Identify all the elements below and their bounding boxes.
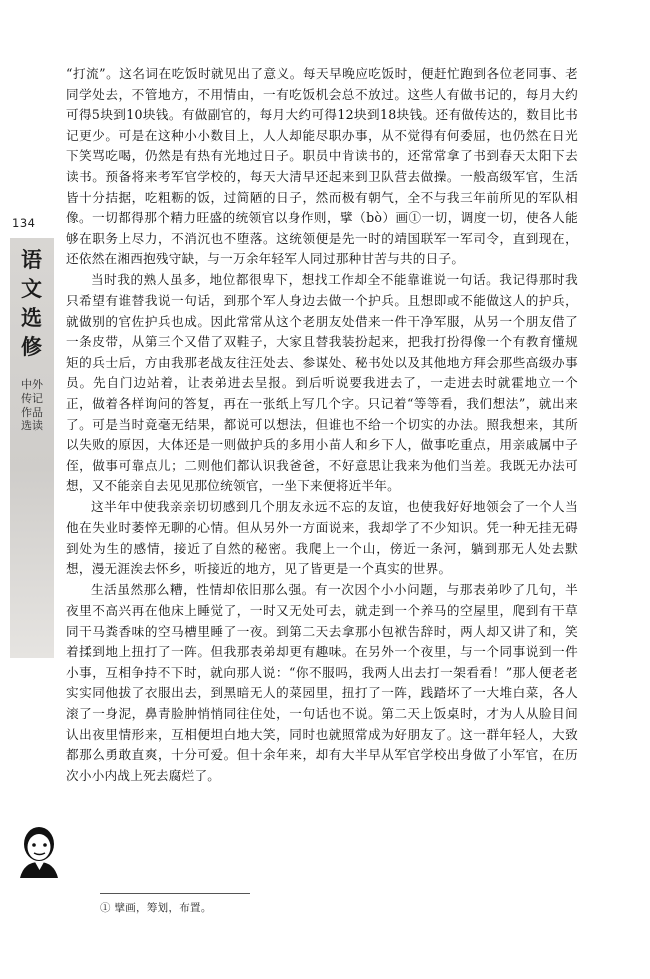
author-portrait-icon xyxy=(12,818,68,880)
paragraph: 当时我的熟人虽多，地位都很卑下，想找工作却全不能靠谁说一句话。我记得那时我只希望有谁替我说一句话，到那个军人身边去做一个护兵。且想即或不能做这人的护兵，就做别的官佐护兵也成。因此常常从这个老朋友处借来一件干净军服，从另一个朋友借了一条皮带，从第三个又借了双鞋子，大家且替我装扮起来，把我打扮得像一个有教育懂规矩的兵士后，方由我那老战友往汪处去、参谋处、秘书处以及其他地方拜会那些高级办事员。先自门边站着，让表弟进去呈报。到后听说要我进去了，一走进去时就霍地立一个正，做着各样询问的答复，再在一张纸上写几个字。只记着“等等看，我们想法”，就出来了。可是当时竟毫无结果，都说可以想法，但谁也不给一个切实的办法。照我想来，其所以失败的原因，大体还是一则做护兵的多用小苗人和乡下人，做事吃重点，用亲戚属中子侄，做事可靠点儿；二则他们都认识我爸爸，不好意思让我来为他们当差。我既无办法可想，又不能亲自去见见那位统领官，一坐下来便将近半年。 xyxy=(66,272,578,494)
footnote xyxy=(100,900,530,916)
page-margin-column xyxy=(0,0,62,979)
page-number: 134 xyxy=(12,216,36,230)
spine-subtitle-line: 中外传记作品选读 xyxy=(21,378,43,433)
paragraph: “打流”。这名词在吃饭时就见出了意义。每天早晚应吃饭时，便赶忙跑到各位老同事、老同学处去，不管地方，不用情由，一有吃饭机会总不放过。这些人有做书记的，每月大约可得5块到10块钱。有做副官的，每月大约可得12块到18块钱。还有做传达的，数目比书记更少。可是在这种小小数目上，人人却能尽职办事，从不觉得有何委屈，也仍然在日光下笑骂吃喝，仍然是有热有光地过日子。职员中肯读书的，还常常拿了书到春天太阳下去读书。预备将来考军官学校的，每天大清早还起来到卫队营去做操。一般高级军官，生活皆十分拮据，吃粗粝的饭，过简陋的日子，然而极有朝气，全不与我三年前所见的军队相像。一切都得那个精力旺盛的统领官以身作则，擘（bò）画①一切，调度一切，使各人能够在职务上尽力，不消沉也不堕落。这统领便是先一时的靖国联军一军司令，直到现在，还依然在湘西抱残守缺，与一万余年轻军人同过那种甘苦与共的日子。 xyxy=(66,66,578,267)
spine-title: 语文选修 xyxy=(21,247,43,359)
page-text-column xyxy=(66,64,578,787)
paragraph: 生活虽然那么糟，性情却依旧那么强。有一次因个小小问题，与那表弟吵了几句，半夜里不高兴再在他床上睡觉了，一时又无处可去，就走到一个养马的空屋里，爬到有干草同干马粪香味的空马槽里睡了一夜。到第二天去拿那小包袱告辞时，两人却又讲了和，笑着揉到地上扭打了一阵。但我那表弟却更有趣味。在另外一个夜里，与一个同事说到一件小事，互相争持不下时，就向那人说：“你不服吗，我两人出去打一架看看！”那人便老老实实同他拔了衣服出去，到黑暗无人的菜园里，扭打了一阵，践踏坏了一大堆白菜，各人滚了一身泥，鼻青脸肿悄悄同往住处，一句话也不说。第二天上饭桌时，才为人从脸目间认出夜里情形来，互相便坦白地大笑，同时也就照常成为好朋友了。这一群年轻人，大致都那么勇敢直爽，十分可爱。但十余年来，却有大半早从军官学校出身做了小军官，在历次小小内战上死去腐烂了。 xyxy=(66,582,578,783)
spine-subtitle xyxy=(18,378,46,433)
footnote-text: 擘画，筹划，布置。 xyxy=(114,902,212,914)
paragraph: 这半年中使我亲亲切切感到几个朋友永远不忘的友谊，也使我好好地领会了一个人当他在失业时萎悴无聊的心情。但从另外一方面说来，我却学了不少知识。凭一种无挂无碍到处为生的感情，接近了自然的秘密。我爬上一个山，傍近一条河，躺到那无人处去默想，漫无涯涘去怀乡，听接近的地方，见了皆更是一个真实的世界。 xyxy=(66,499,578,577)
footnote-marker: ① xyxy=(100,902,111,914)
footnote-divider xyxy=(100,893,250,894)
